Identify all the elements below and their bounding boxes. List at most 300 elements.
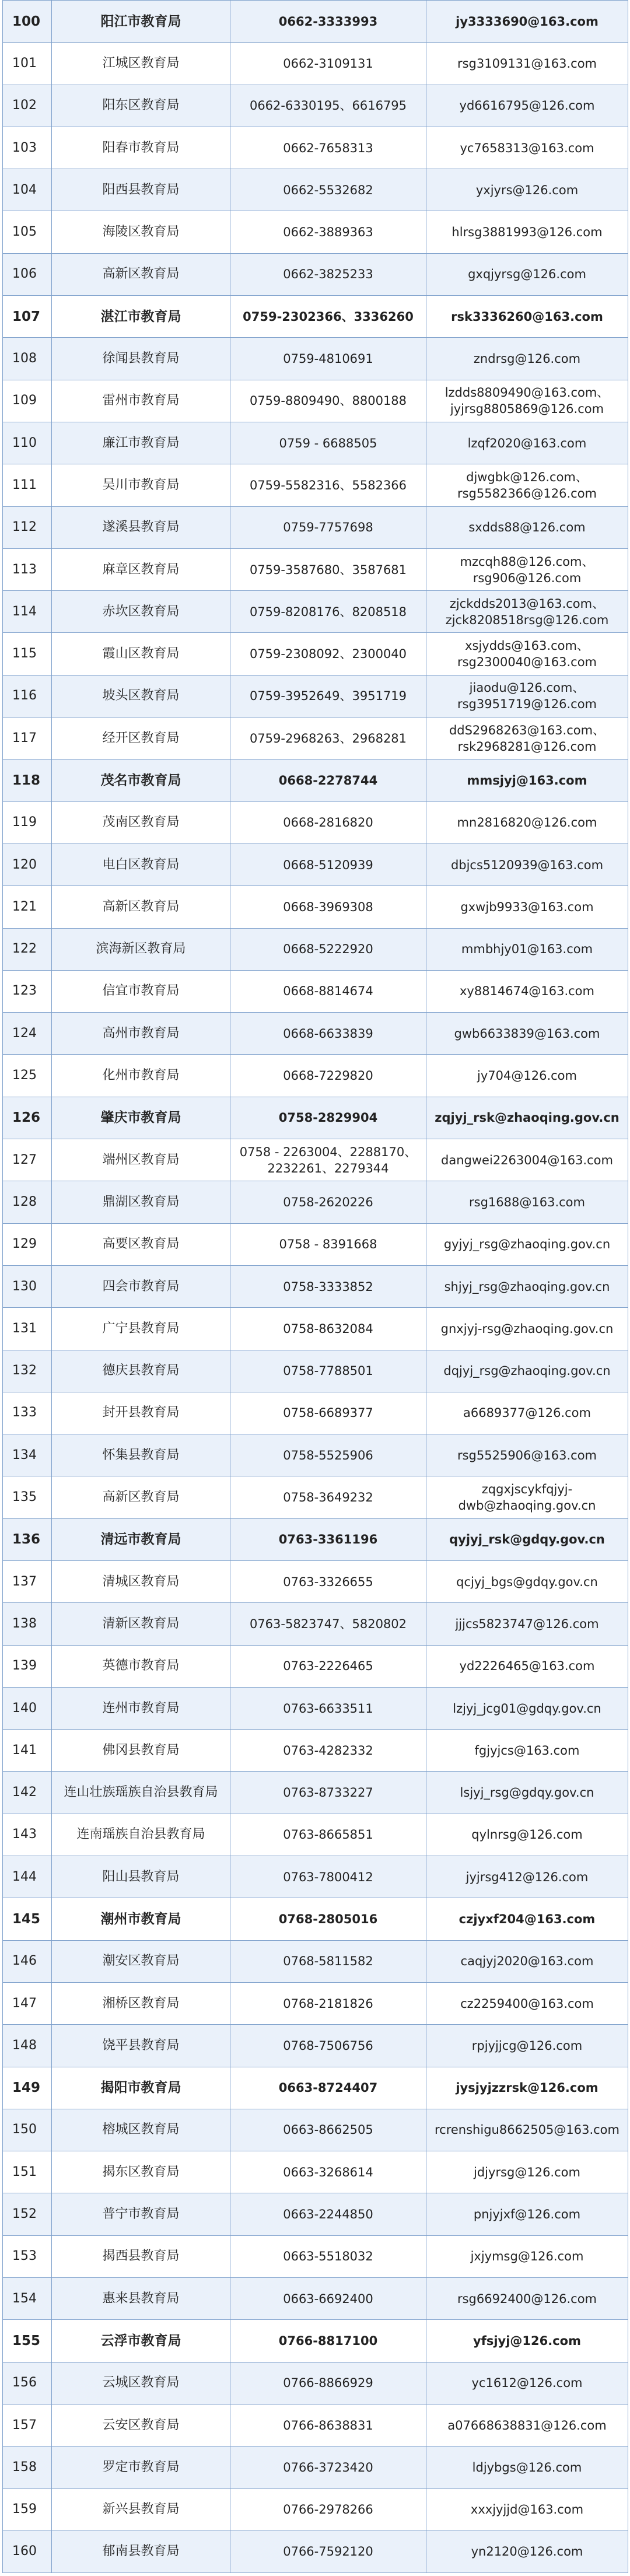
phone-cell: 0763-3326655 [230, 1560, 426, 1602]
email-cell: rsg5525906@163.com [426, 1434, 628, 1476]
row-number-cell: 148 [3, 2025, 52, 2067]
row-number-cell: 154 [3, 2278, 52, 2320]
email-cell: qyjyj_rsk@gdqy.gov.cn [426, 1518, 628, 1560]
bureau-name-cell: 端州区教育局 [52, 1139, 230, 1181]
bureau-name-cell: 广宁县教育局 [52, 1308, 230, 1350]
phone-cell: 0662-6330195、6616795 [230, 85, 426, 127]
email-cell: jy704@126.com [426, 1055, 628, 1097]
table-row [3, 85, 628, 127]
row-number-cell: 149 [3, 2067, 52, 2109]
bureau-name-cell: 肇庆市教育局 [52, 1097, 230, 1139]
bureau-name-cell: 郁南县教育局 [52, 2530, 230, 2572]
table-row [3, 1434, 628, 1476]
bureau-name-cell: 揭西县教育局 [52, 2235, 230, 2277]
bureau-name-cell: 徐闻县教育局 [52, 338, 230, 380]
row-number-cell: 140 [3, 1687, 52, 1729]
bureau-name-cell: 清远市教育局 [52, 1518, 230, 1560]
table-row [3, 1392, 628, 1434]
row-number-cell: 112 [3, 506, 52, 548]
row-number-cell: 141 [3, 1730, 52, 1772]
email-cell: shjyj_rsg@zhaoqing.gov.cn [426, 1265, 628, 1307]
city-bureau-row [3, 296, 628, 338]
table-row [3, 211, 628, 253]
row-number-cell: 133 [3, 1392, 52, 1434]
bureau-name-cell: 茂南区教育局 [52, 802, 230, 844]
row-number-cell: 155 [3, 2320, 52, 2362]
table-row [3, 970, 628, 1012]
table-row [3, 1856, 628, 1898]
email-cell: a07668638831@126.com [426, 2404, 628, 2446]
bureau-name-cell: 连南瑶族自治县教育局 [52, 1814, 230, 1856]
row-number-cell: 101 [3, 43, 52, 85]
phone-cell: 0768-7506756 [230, 2025, 426, 2067]
row-number-cell: 142 [3, 1772, 52, 1814]
phone-cell: 0759 - 6688505 [230, 422, 426, 464]
row-number-cell: 123 [3, 970, 52, 1012]
table-row [3, 844, 628, 886]
table-row [3, 1181, 628, 1223]
phone-cell: 0768-2805016 [230, 1898, 426, 1940]
email-cell: xxxjyjjd@163.com [426, 2488, 628, 2530]
table-row [3, 422, 628, 464]
email-cell: gxwjb9933@163.com [426, 886, 628, 928]
row-number-cell: 124 [3, 1013, 52, 1055]
phone-cell: 0758 - 2263004、2288170、 2232261、2279344 [230, 1139, 426, 1181]
bureau-name-cell: 鼎湖区教育局 [52, 1181, 230, 1223]
row-number-cell: 132 [3, 1350, 52, 1392]
phone-cell: 0759-2302366、3336260 [230, 296, 426, 338]
phone-cell: 0763-6633511 [230, 1687, 426, 1729]
bureau-name-cell: 廉江市教育局 [52, 422, 230, 464]
row-number-cell: 159 [3, 2488, 52, 2530]
table-row [3, 1687, 628, 1729]
table-row [3, 1645, 628, 1687]
phone-cell: 0662-5532682 [230, 169, 426, 211]
phone-cell: 0766-8866929 [230, 2362, 426, 2404]
email-cell: caqjyj2020@163.com [426, 1940, 628, 1982]
row-number-cell: 152 [3, 2193, 52, 2235]
phone-cell: 0763-4282332 [230, 1730, 426, 1772]
phone-cell: 0759-7757698 [230, 506, 426, 548]
row-number-cell: 146 [3, 1940, 52, 1982]
city-bureau-row [3, 2067, 628, 2109]
bureau-name-cell: 云浮市教育局 [52, 2320, 230, 2362]
email-cell: jdjyrsg@126.com [426, 2151, 628, 2193]
table-row [3, 1476, 628, 1518]
phone-cell: 0763-5823747、5820802 [230, 1603, 426, 1645]
email-cell: jiaodu@126.com、 rsg3951719@126.com [426, 675, 628, 717]
email-cell: gwb6633839@163.com [426, 1013, 628, 1055]
phone-cell: 0766-3723420 [230, 2446, 426, 2488]
table-row [3, 1982, 628, 2024]
bureau-name-cell: 阳春市教育局 [52, 127, 230, 169]
phone-cell: 0668-5222920 [230, 928, 426, 970]
phone-cell: 0766-2978266 [230, 2488, 426, 2530]
phone-cell: 0763-2226465 [230, 1645, 426, 1687]
phone-cell: 0662-3109131 [230, 43, 426, 85]
table-row [3, 2488, 628, 2530]
email-cell: yc1612@126.com [426, 2362, 628, 2404]
phone-cell: 0759-4810691 [230, 338, 426, 380]
city-bureau-row [3, 1097, 628, 1139]
table-row [3, 464, 628, 506]
row-number-cell: 143 [3, 1814, 52, 1856]
email-cell: ldjybgs@126.com [426, 2446, 628, 2488]
email-cell: ddS2968263@163.com、 rsk2968281@126.com [426, 718, 628, 760]
phone-cell: 0759-5582316、5582366 [230, 464, 426, 506]
phone-cell: 0759-2308092、2300040 [230, 633, 426, 675]
row-number-cell: 130 [3, 1265, 52, 1307]
table-row [3, 1730, 628, 1772]
city-bureau-row [3, 760, 628, 802]
row-number-cell: 111 [3, 464, 52, 506]
table-row [3, 2193, 628, 2235]
phone-cell: 0766-8817100 [230, 2320, 426, 2362]
phone-cell: 0668-7229820 [230, 1055, 426, 1097]
bureau-name-cell: 封开县教育局 [52, 1392, 230, 1434]
email-cell: jy3333690@163.com [426, 1, 628, 43]
table-row [3, 2025, 628, 2067]
table-row [3, 2151, 628, 2193]
phone-cell: 0668-5120939 [230, 844, 426, 886]
table-row [3, 338, 628, 380]
email-cell: pnjyjxf@126.com [426, 2193, 628, 2235]
email-cell: rsg6692400@126.com [426, 2278, 628, 2320]
table-row [3, 43, 628, 85]
row-number-cell: 128 [3, 1181, 52, 1223]
phone-cell: 0662-7658313 [230, 127, 426, 169]
bureau-name-cell: 高要区教育局 [52, 1223, 230, 1265]
bureau-name-cell: 湘桥区教育局 [52, 1982, 230, 2024]
table-row [3, 2362, 628, 2404]
email-cell: czjyxf204@163.com [426, 1898, 628, 1940]
bureau-name-cell: 电白区教育局 [52, 844, 230, 886]
table-row [3, 2446, 628, 2488]
table-row [3, 253, 628, 295]
row-number-cell: 150 [3, 2109, 52, 2151]
bureau-name-cell: 霞山区教育局 [52, 633, 230, 675]
bureau-name-cell: 惠来县教育局 [52, 2278, 230, 2320]
email-cell: mzcqh88@126.com、 rsg906@126.com [426, 548, 628, 590]
bureau-name-cell: 揭阳市教育局 [52, 2067, 230, 2109]
email-cell: yd2226465@163.com [426, 1645, 628, 1687]
bureau-name-cell: 遂溪县教育局 [52, 506, 230, 548]
email-cell: zqjyj_rsk@zhaoqing.gov.cn [426, 1097, 628, 1139]
row-number-cell: 135 [3, 1476, 52, 1518]
phone-cell: 0668-3969308 [230, 886, 426, 928]
table-row [3, 1055, 628, 1097]
bureau-name-cell: 茂名市教育局 [52, 760, 230, 802]
row-number-cell: 134 [3, 1434, 52, 1476]
phone-cell: 0759-3952649、3951719 [230, 675, 426, 717]
city-bureau-row [3, 1, 628, 43]
bureau-name-cell: 连州市教育局 [52, 1687, 230, 1729]
email-cell: yc7658313@163.com [426, 127, 628, 169]
email-cell: jjjcs5823747@126.com [426, 1603, 628, 1645]
email-cell: jysjyjzzrsk@126.com [426, 2067, 628, 2109]
phone-cell: 0662-3825233 [230, 253, 426, 295]
bureau-name-cell: 高州市教育局 [52, 1013, 230, 1055]
row-number-cell: 153 [3, 2235, 52, 2277]
table-row [3, 1772, 628, 1814]
row-number-cell: 118 [3, 760, 52, 802]
phone-cell: 0662-3889363 [230, 211, 426, 253]
email-cell: rcrenshigu8662505@163.com [426, 2109, 628, 2151]
row-number-cell: 138 [3, 1603, 52, 1645]
email-cell: yd6616795@126.com [426, 85, 628, 127]
email-cell: rsg1688@163.com [426, 1181, 628, 1223]
bureau-name-cell: 高新区教育局 [52, 886, 230, 928]
phone-cell: 0668-2278744 [230, 760, 426, 802]
city-bureau-row [3, 1518, 628, 1560]
table-row [3, 1603, 628, 1645]
phone-cell: 0759-8809490、8800188 [230, 380, 426, 422]
bureau-name-cell: 揭东区教育局 [52, 2151, 230, 2193]
row-number-cell: 125 [3, 1055, 52, 1097]
row-number-cell: 109 [3, 380, 52, 422]
table-row [3, 1223, 628, 1265]
phone-cell: 0758-5525906 [230, 1434, 426, 1476]
row-number-cell: 156 [3, 2362, 52, 2404]
row-number-cell: 105 [3, 211, 52, 253]
row-number-cell: 147 [3, 1982, 52, 2024]
table-row [3, 591, 628, 633]
bureau-name-cell: 阳江市教育局 [52, 1, 230, 43]
row-number-cell: 139 [3, 1645, 52, 1687]
bureau-name-cell: 赤坎区教育局 [52, 591, 230, 633]
email-cell: dqjyj_rsg@zhaoqing.gov.cn [426, 1350, 628, 1392]
bureau-name-cell: 新兴县教育局 [52, 2488, 230, 2530]
bureau-name-cell: 化州市教育局 [52, 1055, 230, 1097]
phone-cell: 0759-2968263、2968281 [230, 718, 426, 760]
bureau-name-cell: 罗定市教育局 [52, 2446, 230, 2488]
row-number-cell: 106 [3, 253, 52, 295]
phone-cell: 0758-7788501 [230, 1350, 426, 1392]
education-bureau-directory-table [2, 0, 628, 2573]
phone-cell: 0663-5518032 [230, 2235, 426, 2277]
phone-cell: 0668-6633839 [230, 1013, 426, 1055]
phone-cell: 0668-2816820 [230, 802, 426, 844]
table-row [3, 675, 628, 717]
email-cell: lzqf2020@163.com [426, 422, 628, 464]
email-cell: jxjymsg@126.com [426, 2235, 628, 2277]
table-row [3, 2404, 628, 2446]
row-number-cell: 151 [3, 2151, 52, 2193]
table-row [3, 127, 628, 169]
row-number-cell: 107 [3, 296, 52, 338]
email-cell: mmbhjy01@163.com [426, 928, 628, 970]
bureau-name-cell: 饶平县教育局 [52, 2025, 230, 2067]
phone-cell: 0766-8638831 [230, 2404, 426, 2446]
bureau-name-cell: 阳西县教育局 [52, 169, 230, 211]
email-cell: xy8814674@163.com [426, 970, 628, 1012]
bureau-name-cell: 滨海新区教育局 [52, 928, 230, 970]
bureau-name-cell: 高新区教育局 [52, 1476, 230, 1518]
table-body [3, 1, 628, 2573]
phone-cell: 0763-3361196 [230, 1518, 426, 1560]
bureau-name-cell: 英德市教育局 [52, 1645, 230, 1687]
email-cell: gyjyj_rsg@zhaoqing.gov.cn [426, 1223, 628, 1265]
email-cell: gnxjyj-rsg@zhaoqing.gov.cn [426, 1308, 628, 1350]
table-row [3, 802, 628, 844]
table-row [3, 1560, 628, 1602]
email-cell: dangwei2263004@163.com [426, 1139, 628, 1181]
table-row [3, 1139, 628, 1181]
email-cell: yxjyrs@126.com [426, 169, 628, 211]
bureau-name-cell: 连山壮族瑶族自治县教育局 [52, 1772, 230, 1814]
table-row [3, 169, 628, 211]
phone-cell: 0758-2620226 [230, 1181, 426, 1223]
bureau-name-cell: 普宁市教育局 [52, 2193, 230, 2235]
row-number-cell: 129 [3, 1223, 52, 1265]
email-cell: jyjrsg412@126.com [426, 1856, 628, 1898]
table-row [3, 2530, 628, 2572]
phone-cell: 0763-8733227 [230, 1772, 426, 1814]
bureau-name-cell: 江城区教育局 [52, 43, 230, 85]
email-cell: dbjcs5120939@163.com [426, 844, 628, 886]
bureau-name-cell: 清新区教育局 [52, 1603, 230, 1645]
email-cell: hlrsg3881993@126.com [426, 211, 628, 253]
row-number-cell: 126 [3, 1097, 52, 1139]
row-number-cell: 113 [3, 548, 52, 590]
row-number-cell: 117 [3, 718, 52, 760]
row-number-cell: 131 [3, 1308, 52, 1350]
phone-cell: 0759-3587680、3587681 [230, 548, 426, 590]
phone-cell: 0662-3333993 [230, 1, 426, 43]
email-cell: rpjyjjcg@126.com [426, 2025, 628, 2067]
phone-cell: 0758-2829904 [230, 1097, 426, 1139]
phone-cell: 0763-7800412 [230, 1856, 426, 1898]
bureau-name-cell: 佛冈县教育局 [52, 1730, 230, 1772]
table-row [3, 2235, 628, 2277]
row-number-cell: 100 [3, 1, 52, 43]
email-cell: rsk3336260@163.com [426, 296, 628, 338]
row-number-cell: 136 [3, 1518, 52, 1560]
email-cell: rsg3109131@163.com [426, 43, 628, 85]
bureau-name-cell: 经开区教育局 [52, 718, 230, 760]
row-number-cell: 114 [3, 591, 52, 633]
table-row [3, 928, 628, 970]
table-row [3, 1308, 628, 1350]
email-cell: fgjyjcs@163.com [426, 1730, 628, 1772]
phone-cell: 0663-6692400 [230, 2278, 426, 2320]
phone-cell: 0758 - 8391668 [230, 1223, 426, 1265]
row-number-cell: 103 [3, 127, 52, 169]
email-cell: zjckdds2013@163.com、 zjck8208518rsg@126.com [426, 591, 628, 633]
row-number-cell: 116 [3, 675, 52, 717]
email-cell: lsjyj_rsg@gdqy.gov.cn [426, 1772, 628, 1814]
row-number-cell: 120 [3, 844, 52, 886]
bureau-name-cell: 云安区教育局 [52, 2404, 230, 2446]
bureau-name-cell: 吴川市教育局 [52, 464, 230, 506]
email-cell: yfsjyj@126.com [426, 2320, 628, 2362]
email-cell: djwgbk@126.com、 rsg5582366@126.com [426, 464, 628, 506]
city-bureau-row [3, 2320, 628, 2362]
phone-cell: 0763-8665851 [230, 1814, 426, 1856]
email-cell: zqgxjscykfqjyj- dwb@zhaoqing.gov.cn [426, 1476, 628, 1518]
email-cell: mmsjyj@163.com [426, 760, 628, 802]
bureau-name-cell: 德庆县教育局 [52, 1350, 230, 1392]
row-number-cell: 115 [3, 633, 52, 675]
table-row [3, 1013, 628, 1055]
row-number-cell: 160 [3, 2530, 52, 2572]
phone-cell: 0668-8814674 [230, 970, 426, 1012]
bureau-name-cell: 阳山县教育局 [52, 1856, 230, 1898]
email-cell: sxdds88@126.com [426, 506, 628, 548]
phone-cell: 0663-3268614 [230, 2151, 426, 2193]
row-number-cell: 157 [3, 2404, 52, 2446]
table-row [3, 2109, 628, 2151]
table-row [3, 718, 628, 760]
phone-cell: 0758-8632084 [230, 1308, 426, 1350]
bureau-name-cell: 高新区教育局 [52, 253, 230, 295]
row-number-cell: 119 [3, 802, 52, 844]
row-number-cell: 104 [3, 169, 52, 211]
bureau-name-cell: 麻章区教育局 [52, 548, 230, 590]
phone-cell: 0758-3333852 [230, 1265, 426, 1307]
phone-cell: 0663-8724407 [230, 2067, 426, 2109]
bureau-name-cell: 榕城区教育局 [52, 2109, 230, 2151]
row-number-cell: 137 [3, 1560, 52, 1602]
table-row [3, 1814, 628, 1856]
table-row [3, 1940, 628, 1982]
bureau-name-cell: 潮州市教育局 [52, 1898, 230, 1940]
bureau-name-cell: 清城区教育局 [52, 1560, 230, 1602]
table-row [3, 1265, 628, 1307]
row-number-cell: 145 [3, 1898, 52, 1940]
bureau-name-cell: 海陵区教育局 [52, 211, 230, 253]
phone-cell: 0663-8662505 [230, 2109, 426, 2151]
row-number-cell: 121 [3, 886, 52, 928]
row-number-cell: 108 [3, 338, 52, 380]
email-cell: mn2816820@126.com [426, 802, 628, 844]
phone-cell: 0768-5811582 [230, 1940, 426, 1982]
table-row [3, 506, 628, 548]
table-row [3, 1350, 628, 1392]
email-cell: xsjydds@163.com、 rsg2300040@163.com [426, 633, 628, 675]
row-number-cell: 122 [3, 928, 52, 970]
row-number-cell: 127 [3, 1139, 52, 1181]
phone-cell: 0766-7592120 [230, 2530, 426, 2572]
bureau-name-cell: 怀集县教育局 [52, 1434, 230, 1476]
phone-cell: 0758-6689377 [230, 1392, 426, 1434]
bureau-name-cell: 信宜市教育局 [52, 970, 230, 1012]
email-cell: gxqjyrsg@126.com [426, 253, 628, 295]
email-cell: zndrsg@126.com [426, 338, 628, 380]
bureau-name-cell: 雷州市教育局 [52, 380, 230, 422]
phone-cell: 0768-2181826 [230, 1982, 426, 2024]
email-cell: cz2259400@163.com [426, 1982, 628, 2024]
row-number-cell: 144 [3, 1856, 52, 1898]
row-number-cell: 158 [3, 2446, 52, 2488]
table-row [3, 2278, 628, 2320]
email-cell: qcjyj_bgs@gdqy.gov.cn [426, 1560, 628, 1602]
table-row [3, 548, 628, 590]
phone-cell: 0758-3649232 [230, 1476, 426, 1518]
bureau-name-cell: 潮安区教育局 [52, 1940, 230, 1982]
email-cell: lzdds8809490@163.com、 jyjrsg8805869@126.com [426, 380, 628, 422]
row-number-cell: 102 [3, 85, 52, 127]
email-cell: a6689377@126.com [426, 1392, 628, 1434]
bureau-name-cell: 湛江市教育局 [52, 296, 230, 338]
email-cell: qylnrsg@126.com [426, 1814, 628, 1856]
row-number-cell: 110 [3, 422, 52, 464]
table-row [3, 633, 628, 675]
city-bureau-row [3, 1898, 628, 1940]
bureau-name-cell: 阳东区教育局 [52, 85, 230, 127]
table-row [3, 380, 628, 422]
bureau-name-cell: 四会市教育局 [52, 1265, 230, 1307]
